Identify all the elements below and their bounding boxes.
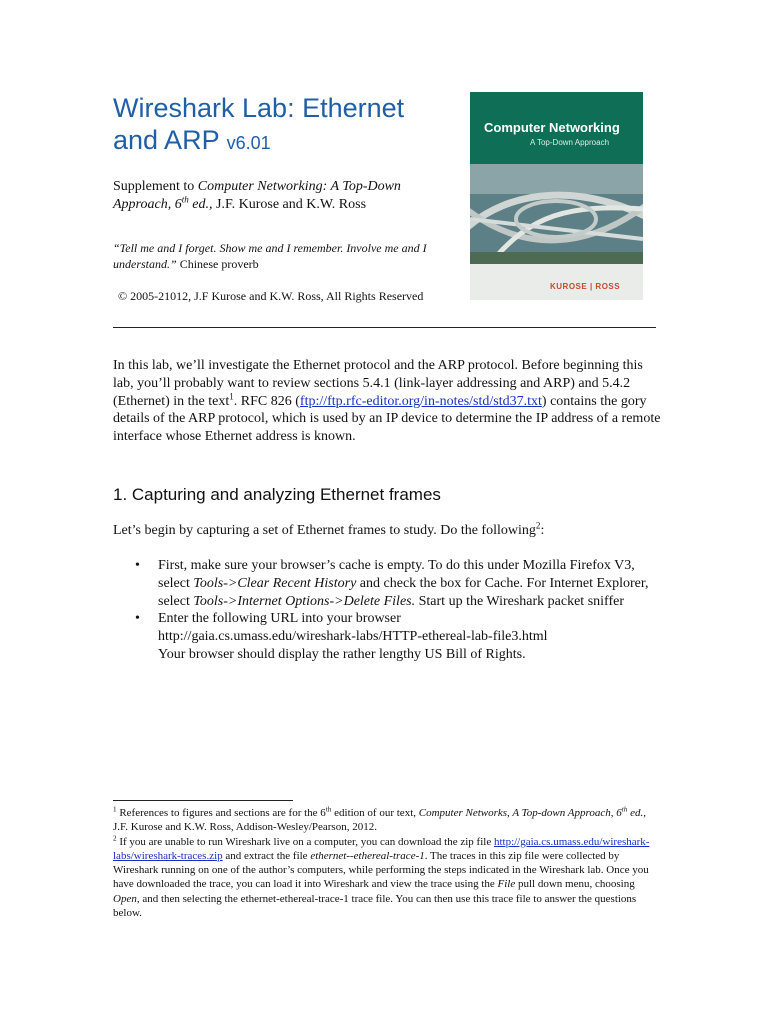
footnote-2-text-5: , and then selecting the ethernet-ethereal-trace-1 trace file. You can then use this trace file to answer the questions below. <box>113 892 637 920</box>
bullet2-line-1: Enter the following URL into your browser <box>158 611 401 627</box>
cover-subtitle: A Top-Down Approach <box>530 138 610 147</box>
bullet1-menu-path-1: Tools->Clear Recent History <box>193 575 357 591</box>
supplement-prefix: Supplement to <box>113 179 198 194</box>
bullet-icon: • <box>135 611 140 627</box>
book-cover <box>470 92 643 300</box>
footnote-2-open: Open <box>113 892 137 905</box>
footnote-2-text-1: If you are unable to run Wireshark live on a computer, you can download the zip file <box>116 835 494 848</box>
supplement-book-title: Computer Networking: A Top-Down Approach, 6 <box>113 179 401 212</box>
quote-text: “Tell me and I forget. Show me and I remember. Involve me and I understand.” <box>113 241 427 271</box>
supplement-line <box>113 178 453 214</box>
intro-paragraph <box>113 357 661 446</box>
footnote-2-text-4: pull down menu, choosing <box>515 878 635 891</box>
footnote-ref-1[interactable]: 1 <box>229 390 234 401</box>
footnote-1-edition: ed., <box>627 807 646 819</box>
list-item <box>135 557 655 610</box>
intro-text-1: In this lab, we’ll investigate the Ethernet protocol and the ARP protocol. Before beginning this lab, you’ll probably want to review sections 5.4.1 (link-layer addressing and ARP) and 5.4.2 (Ethernet) in the text <box>113 358 643 409</box>
document-title <box>113 92 453 159</box>
footnote-divider <box>113 800 293 801</box>
footnotes <box>113 806 658 920</box>
bullet2-line-3: Your browser should display the rather lengthy US Bill of Rights. <box>158 646 526 662</box>
footnote-1-text-2: edition of our text, <box>331 807 419 819</box>
supplement-superscript: th <box>181 194 189 205</box>
footnote-2-file-menu: File <box>497 878 516 891</box>
footnote-2 <box>113 835 658 921</box>
highway-interchange-illustration <box>470 164 643 264</box>
footnote-2-trace-name: ethernet--ethereal-trace-1 <box>310 849 425 862</box>
lead-text: Let’s begin by capturing a set of Ethernet frames to study. Do the following <box>113 523 536 538</box>
lead-end: : <box>540 523 545 538</box>
instruction-list <box>135 557 655 664</box>
bullet-icon: • <box>135 558 140 573</box>
bullet1-text-2: and check the box for Cache. For Internet Explorer, select <box>158 575 649 609</box>
footnote-1-book-title: Computer Networks, A Top-down Approach, 6 <box>418 807 622 819</box>
footnote-1-text-1: References to figures and sections are for the 6 <box>116 807 326 819</box>
list-item <box>135 610 655 663</box>
bullet2-url: http://gaia.cs.umass.edu/wireshark-labs/HTTP-ethereal-lab-file3.html <box>158 629 548 645</box>
footnote-2-number: 2 <box>113 833 117 842</box>
bullet1-text-3: Start up the Wireshark packet sniffer <box>415 593 624 609</box>
footnote-1-sup-2: th <box>621 805 628 814</box>
cover-authors: KUROSE | ROSS <box>550 282 621 291</box>
copyright-notice: © 2005-21012, J.F Kurose and K.W. Ross, All Rights Reserved <box>118 289 424 303</box>
footnote-ref-2[interactable]: 2 <box>535 520 541 531</box>
intro-text-3: ) contains the gory details of the ARP protocol, which is used by an IP device to determine the IP address of a remote interface whose Ethernet address is known. <box>113 393 661 445</box>
footnote-2-text-2: and extract the file <box>222 849 311 862</box>
rfc826-link[interactable]: ftp://ftp.rfc-editor.org/in-notes/std/std37.txt <box>299 393 542 409</box>
traces-zip-link[interactable]: http://gaia.cs.umass.edu/wireshark-labs/wireshark-traces.zip <box>113 835 650 862</box>
title-line-2: and ARP <box>113 125 220 155</box>
bullet1-text-1: First, make sure your browser’s cache is empty. To do this under Mozilla Firefox V3, select <box>158 558 635 591</box>
footnote-1-sup: th <box>325 805 332 814</box>
footnote-1-text-3: J.F. Kurose and K.W. Ross, Addison-Wesley/Pearson, 2012. <box>113 821 377 834</box>
supplement-authors: J.F. Kurose and K.W. Ross <box>212 197 367 212</box>
supplement-edition: ed., <box>188 197 213 212</box>
cover-title: Computer Networking <box>484 120 620 135</box>
quote-source: Chinese proverb <box>176 257 259 271</box>
section-heading: 1. Capturing and analyzing Ethernet frames <box>113 485 441 504</box>
header-divider <box>113 327 656 328</box>
title-version: v6.01 <box>226 133 271 153</box>
proverb-quote <box>113 240 463 272</box>
intro-text-2: . RFC 826 ( <box>233 393 300 409</box>
footnote-2-text-3: . The traces in this zip file were collected by Wireshark running on one of the author’s computers, while performing the steps indicated in the Wireshark lab. Once you have downloaded the trace, you can load it into Wireshark and view the trace using the <box>113 849 649 891</box>
footnote-1 <box>113 806 658 835</box>
footnote-1-number: 1 <box>113 805 117 814</box>
bullet1-menu-path-2: Tools->Internet Options->Delete Files. <box>193 593 416 609</box>
section-lead <box>113 520 545 539</box>
title-line-1: Wireshark Lab: Ethernet <box>113 93 405 123</box>
